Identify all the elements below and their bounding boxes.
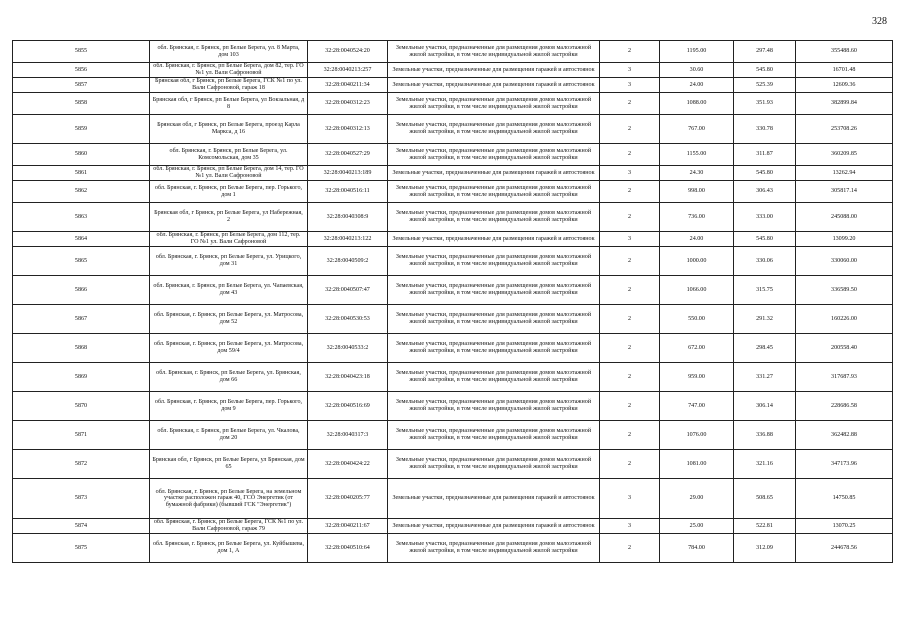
rate-cell: 333.00 [734,203,796,232]
cadastral-value-cell: 13070.25 [796,519,893,534]
group-cell: 3 [600,78,660,93]
address-cell: обл. Брянская, г. Брянск, рп Белые Берега, ул. Урицкого, дом 31 [150,247,308,276]
address-cell: обл. Брянская, г. Брянск, рп Белые Берега, дом 112, тер. ГО №1 ул. Вали Сафроновой [150,232,308,247]
cadastral-value-cell: 200558.40 [796,334,893,363]
land-purpose-cell: Земельные участки, предназначенные для размещения гаражей и автостоянок [388,78,600,93]
area-cell: 1066.00 [660,276,734,305]
cadastral-value-cell: 16701.48 [796,63,893,78]
cadastral-value-cell: 245088.00 [796,203,893,232]
cadastral-value-cell: 330060.00 [796,247,893,276]
rate-cell: 297.48 [734,41,796,63]
table-row [13,276,893,305]
group-cell: 2 [600,534,660,563]
cadastral-number-cell: 32:28:0040423:18 [308,363,388,392]
land-purpose-cell: Земельные участки, предназначенные для размещения домов малоэтажной жилой застройки, в том числе индивидуальной жилой застройки [388,534,600,563]
cadastral-number-cell: 32:28:0040205:77 [308,479,388,519]
area-cell: 1195.00 [660,41,734,63]
address-cell: обл. Брянская, г. Брянск, рп Белые Берега, дом 82, тер. ГО №1 ул. Вали Сафроновой [150,63,308,78]
rate-cell: 311.87 [734,144,796,166]
cadastral-number-cell: 32:28:0040507:47 [308,276,388,305]
area-cell: 784.00 [660,534,734,563]
land-purpose-cell: Земельные участки, предназначенные для размещения домов малоэтажной жилой застройки, в том числе индивидуальной жилой застройки [388,144,600,166]
cadastral-value-cell: 13262.94 [796,166,893,181]
land-purpose-cell: Земельные участки, предназначенные для размещения гаражей и автостоянок [388,63,600,78]
row-number: 5867 [13,305,150,334]
table-row [13,93,893,115]
land-purpose-cell: Земельные участки, предназначенные для размещения гаражей и автостоянок [388,519,600,534]
row-number: 5869 [13,363,150,392]
land-purpose-cell: Земельные участки, предназначенные для размещения домов малоэтажной жилой застройки, в том числе индивидуальной жилой застройки [388,305,600,334]
cadastral-value-cell: 13099.20 [796,232,893,247]
address-cell: обл. Брянская, г. Брянск, рп Белые Берега, дом 14, тер. ГО №1 ул. Вали Сафроновой [150,166,308,181]
rate-cell: 321.16 [734,450,796,479]
rate-cell: 330.78 [734,115,796,144]
address-cell: Брянская обл, г Брянск, рп Белые Берега, ГСК №1 по ул. Вали Сафроновой, гараж 18 [150,78,308,93]
land-registry-table [12,40,893,563]
row-number: 5859 [13,115,150,144]
row-number: 5856 [13,63,150,78]
cadastral-number-cell: 32:28:0040317:3 [308,421,388,450]
group-cell: 2 [600,305,660,334]
page-number: 328 [872,16,887,27]
cadastral-value-cell: 305817.14 [796,181,893,203]
group-cell: 2 [600,276,660,305]
row-number: 5855 [13,41,150,63]
land-purpose-cell: Земельные участки, предназначенные для размещения домов малоэтажной жилой застройки, в том числе индивидуальной жилой застройки [388,450,600,479]
land-purpose-cell: Земельные участки, предназначенные для размещения домов малоэтажной жилой застройки, в том числе индивидуальной жилой застройки [388,93,600,115]
group-cell: 2 [600,392,660,421]
area-cell: 747.00 [660,392,734,421]
table-row [13,166,893,181]
area-cell: 959.00 [660,363,734,392]
land-purpose-cell: Земельные участки, предназначенные для размещения домов малоэтажной жилой застройки, в том числе индивидуальной жилой застройки [388,334,600,363]
address-cell: Брянская обл, г Брянск, рп Белые Берега, ул Брянская, дом 65 [150,450,308,479]
row-number: 5861 [13,166,150,181]
group-cell: 2 [600,334,660,363]
group-cell: 3 [600,63,660,78]
table-row [13,181,893,203]
address-cell: обл. Брянская, г. Брянск, рп Белые Берега, ул. Чапаевская, дом 43 [150,276,308,305]
row-number: 5862 [13,181,150,203]
cadastral-number-cell: 32:28:0040312:23 [308,93,388,115]
area-cell: 29.00 [660,479,734,519]
registry-body [13,41,893,563]
cadastral-number-cell: 32:28:0040524:20 [308,41,388,63]
table-row [13,232,893,247]
cadastral-value-cell: 14750.85 [796,479,893,519]
group-cell: 3 [600,479,660,519]
area-cell: 30.60 [660,63,734,78]
cadastral-value-cell: 12609.36 [796,78,893,93]
table-row [13,334,893,363]
group-cell: 2 [600,421,660,450]
table-row [13,305,893,334]
row-number: 5858 [13,93,150,115]
row-number: 5875 [13,534,150,563]
address-cell: обл. Брянская, г. Брянск, рп Белые Берега, ул. Чкалова, дом 20 [150,421,308,450]
cadastral-number-cell: 32:28:0040308:9 [308,203,388,232]
group-cell: 2 [600,41,660,63]
area-cell: 24.30 [660,166,734,181]
cadastral-value-cell: 317687.93 [796,363,893,392]
cadastral-number-cell: 32:28:0040516:69 [308,392,388,421]
row-number: 5871 [13,421,150,450]
table-row [13,421,893,450]
row-number: 5860 [13,144,150,166]
address-cell: обл. Брянская, г. Брянск, рп Белые Берега, ул. 8 Марта, дом 103 [150,41,308,63]
rate-cell: 545.80 [734,232,796,247]
area-cell: 1088.00 [660,93,734,115]
group-cell: 2 [600,203,660,232]
row-number: 5872 [13,450,150,479]
row-number: 5868 [13,334,150,363]
cadastral-value-cell: 355488.60 [796,41,893,63]
cadastral-value-cell: 160226.00 [796,305,893,334]
land-purpose-cell: Земельные участки, предназначенные для размещения домов малоэтажной жилой застройки, в том числе индивидуальной жилой застройки [388,41,600,63]
land-purpose-cell: Земельные участки, предназначенные для размещения гаражей и автостоянок [388,232,600,247]
table-row [13,392,893,421]
group-cell: 3 [600,166,660,181]
address-cell: Брянская обл, г Брянск, рп Белые Берега, проезд Карла Маркса, д 16 [150,115,308,144]
cadastral-number-cell: 32:28:0040211:67 [308,519,388,534]
land-purpose-cell: Земельные участки, предназначенные для размещения гаражей и автостоянок [388,479,600,519]
cadastral-value-cell: 382899.84 [796,93,893,115]
row-number: 5864 [13,232,150,247]
area-cell: 24.00 [660,78,734,93]
rate-cell: 306.14 [734,392,796,421]
rate-cell: 508.65 [734,479,796,519]
rate-cell: 330.06 [734,247,796,276]
table-row [13,479,893,519]
address-cell: обл. Брянская, г. Брянск, рп Белые Берега, ул. Комсомольская, дом 35 [150,144,308,166]
table-row [13,450,893,479]
land-purpose-cell: Земельные участки, предназначенные для размещения домов малоэтажной жилой застройки, в том числе индивидуальной жилой застройки [388,115,600,144]
cadastral-number-cell: 32:28:0040530:53 [308,305,388,334]
area-cell: 767.00 [660,115,734,144]
cadastral-number-cell: 32:28:0040213:122 [308,232,388,247]
row-number: 5863 [13,203,150,232]
address-cell: обл. Брянская, г. Брянск, рп Белые Берега, ул. Брянская, дом 66 [150,363,308,392]
table-row [13,519,893,534]
area-cell: 550.00 [660,305,734,334]
land-purpose-cell: Земельные участки, предназначенные для размещения домов малоэтажной жилой застройки, в том числе индивидуальной жилой застройки [388,392,600,421]
table-row [13,363,893,392]
address-cell: обл. Брянская, г. Брянск, рп Белые Берега, на земельном участке расположен гараж 40, ГСО Энергетик (от бумажной фабрики) (бывший ГСК "Энергетик") [150,479,308,519]
area-cell: 25.00 [660,519,734,534]
cadastral-value-cell: 362482.88 [796,421,893,450]
table-row [13,203,893,232]
rate-cell: 298.45 [734,334,796,363]
area-cell: 1155.00 [660,144,734,166]
address-cell: обл. Брянская, г. Брянск, рп Белые Берега, ГСК №1 по ул. Вали Сафроновой, гараж 79 [150,519,308,534]
land-purpose-cell: Земельные участки, предназначенные для размещения домов малоэтажной жилой застройки, в том числе индивидуальной жилой застройки [388,247,600,276]
rate-cell: 351.93 [734,93,796,115]
rate-cell: 525.39 [734,78,796,93]
group-cell: 2 [600,247,660,276]
address-cell: Брянская обл, г Брянск, рп Белые Берега, ул Набережная, 2 [150,203,308,232]
rate-cell: 306.43 [734,181,796,203]
cadastral-number-cell: 32:28:0040509:2 [308,247,388,276]
land-purpose-cell: Земельные участки, предназначенные для размещения домов малоэтажной жилой застройки, в том числе индивидуальной жилой застройки [388,421,600,450]
land-purpose-cell: Земельные участки, предназначенные для размещения домов малоэтажной жилой застройки, в том числе индивидуальной жилой застройки [388,276,600,305]
table-row [13,63,893,78]
row-number: 5857 [13,78,150,93]
group-cell: 2 [600,450,660,479]
address-cell: обл. Брянская, г. Брянск, рп Белые Берега, пер. Горького, дом 1 [150,181,308,203]
cadastral-number-cell: 32:28:0040213:257 [308,63,388,78]
table-row [13,247,893,276]
group-cell: 2 [600,93,660,115]
rate-cell: 545.80 [734,166,796,181]
table-row [13,115,893,144]
land-purpose-cell: Земельные участки, предназначенные для размещения гаражей и автостоянок [388,166,600,181]
row-number: 5866 [13,276,150,305]
area-cell: 736.00 [660,203,734,232]
rate-cell: 522.81 [734,519,796,534]
row-number: 5870 [13,392,150,421]
group-cell: 2 [600,144,660,166]
land-purpose-cell: Земельные участки, предназначенные для размещения домов малоэтажной жилой застройки, в том числе индивидуальной жилой застройки [388,363,600,392]
land-purpose-cell: Земельные участки, предназначенные для размещения домов малоэтажной жилой застройки, в том числе индивидуальной жилой застройки [388,203,600,232]
cadastral-value-cell: 347173.96 [796,450,893,479]
address-cell: обл. Брянская, г. Брянск, рп Белые Берега, ул. Куйбышева, дом 1, А [150,534,308,563]
address-cell: обл. Брянская, г. Брянск, рп Белые Берега, ул. Матросова, дом 59/4 [150,334,308,363]
group-cell: 2 [600,115,660,144]
address-cell: Брянская обл, г Брянск, рп Белые Берега, ул Вокзальная, д 8 [150,93,308,115]
area-cell: 1000.00 [660,247,734,276]
table-row [13,534,893,563]
cadastral-number-cell: 32:28:0040533:2 [308,334,388,363]
cadastral-number-cell: 32:28:0040527:29 [308,144,388,166]
area-cell: 1076.00 [660,421,734,450]
area-cell: 1081.00 [660,450,734,479]
cadastral-number-cell: 32:28:0040424:22 [308,450,388,479]
group-cell: 2 [600,181,660,203]
group-cell: 3 [600,232,660,247]
area-cell: 998.00 [660,181,734,203]
row-number: 5873 [13,479,150,519]
area-cell: 672.00 [660,334,734,363]
cadastral-number-cell: 32:28:0040516:11 [308,181,388,203]
group-cell: 2 [600,363,660,392]
group-cell: 3 [600,519,660,534]
cadastral-number-cell: 32:28:0040211:34 [308,78,388,93]
land-purpose-cell: Земельные участки, предназначенные для размещения домов малоэтажной жилой застройки, в том числе индивидуальной жилой застройки [388,181,600,203]
rate-cell: 545.80 [734,63,796,78]
rate-cell: 291.32 [734,305,796,334]
address-cell: обл. Брянская, г. Брянск, рп Белые Берега, пер. Горького, дом 9 [150,392,308,421]
cadastral-number-cell: 32:28:0040510:64 [308,534,388,563]
table-row [13,41,893,63]
rate-cell: 331.27 [734,363,796,392]
rate-cell: 315.75 [734,276,796,305]
table-row [13,144,893,166]
cadastral-number-cell: 32:28:0040213:189 [308,166,388,181]
cadastral-value-cell: 253708.26 [796,115,893,144]
rate-cell: 312.09 [734,534,796,563]
cadastral-value-cell: 360209.85 [796,144,893,166]
cadastral-value-cell: 336589.50 [796,276,893,305]
rate-cell: 336.88 [734,421,796,450]
cadastral-value-cell: 244678.56 [796,534,893,563]
cadastral-number-cell: 32:28:0040312:13 [308,115,388,144]
cadastral-value-cell: 228686.58 [796,392,893,421]
area-cell: 24.00 [660,232,734,247]
table-row [13,78,893,93]
address-cell: обл. Брянская, г. Брянск, рп Белые Берега, ул. Матросова, дом 52 [150,305,308,334]
row-number: 5865 [13,247,150,276]
row-number: 5874 [13,519,150,534]
